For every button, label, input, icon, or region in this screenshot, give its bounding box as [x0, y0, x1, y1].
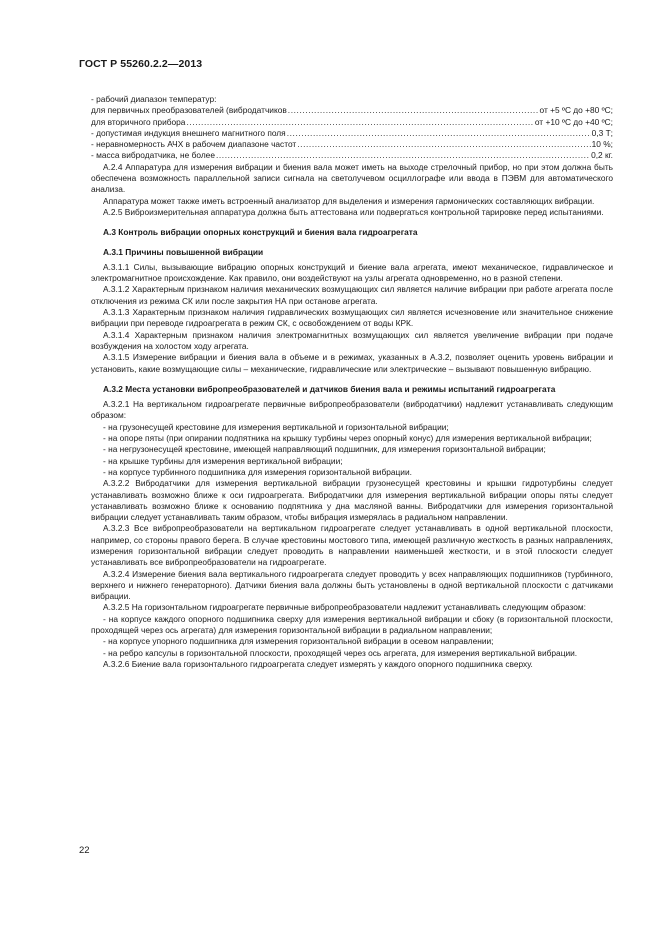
spec-value: от +5 ºС до +80 ºС;	[539, 105, 613, 116]
leader-dots	[216, 150, 590, 161]
paragraph-a24: А.2.4 Аппаратура для измерения вибрации и биения вала может иметь на выходе стрелочный прибор, но при этом должна быть обеспечена возможность параллельной записи сигнала на светолучевом осциллографе или ввода в ПЭВМ для автоматического анализа.	[91, 161, 613, 195]
list-item: - на корпусе турбинного подшипника для измерения горизонтальной вибрации.	[103, 466, 412, 477]
spec-row-secondary-device	[91, 117, 613, 128]
paragraph-a323: А.3.2.3 Все вибропреобразователи на вертикальном гидроагрегате следует устанавливать в одной вертикальной плоскости, например, со стороны правого берега. В случае крестовины мостового типа, имеющей различную жесткость в разных направлениях, измерения горизонтальной вибрации следует проводить в направлении наименьшей жесткости, и в этой плоскости следует устанавливать все вибропреобразователи на гидроагрегате.	[91, 523, 613, 568]
spec-row-frequency-response	[91, 139, 613, 150]
temperature-range-heading: - рабочий диапазон температур:	[91, 94, 217, 104]
document-header: ГОСТ Р 55260.2.2—2013	[79, 58, 203, 70]
section-heading-a3: А.3 Контроль вибрации опорных конструкций и биения вала гидроагрегата	[103, 227, 418, 238]
list-item: - на грузонесущей крестовине для измерения вертикальной и горизонтальной вибрации;	[103, 421, 449, 432]
paragraph-a326: А.3.2.6 Биение вала горизонтального гидроагрегата следует измерять у каждого опорного подшипника сверху.	[103, 658, 533, 669]
spec-row-magnetic-induction	[91, 128, 613, 139]
list-item: - на корпусе упорного подшипника для измерения горизонтальной вибрации в осевом направлении;	[103, 636, 494, 647]
leader-dots	[297, 139, 590, 150]
paragraph-a325: А.3.2.5 На горизонтальном гидроагрегате первичные вибропреобразователи надлежит устанавливать следующим образом:	[103, 602, 586, 613]
paragraph-a324: А.3.2.4 Измерение биения вала вертикального гидроагрегата следует проводить у всех направляющих подшипников (турбинного, верхнего и нижнего генераторного). Датчики биения вала должны быть установлены в одной вертикальной плоскости с датчиками вибрации.	[91, 568, 613, 602]
paragraph-a312: А.3.1.2 Характерным признаком наличия механических возмущающих сил является наличие вибрации при работе агрегата после отключения из режима СК или после закрытия НА при останове агрегата.	[91, 284, 613, 306]
list-item: - на опоре пяты (при опирании подпятника на крышку турбины через опорный конус) для измерения вертикальной вибрации;	[103, 433, 592, 444]
paragraph-a311: А.3.1.1 Силы, вызывающие вибрацию опорных конструкций и биение вала агрегата, имеют механическое, гидравлическое и электромагнитное происхождение. Как правило, они воздействуют на узлы агрегата одновременно, но в разной степени.	[91, 261, 613, 284]
spec-label: - масса вибродатчика, не более	[91, 150, 215, 161]
list-item: - на крышке турбины для измерения вертикальной вибрации;	[103, 455, 343, 466]
paragraph-a313: А.3.1.3 Характерным признаком наличия гидравлических возмущающих сил является исчезновение или значительное снижение вибрации при переводе гидроагрегата в режим СК, с освобождением от воды КРК.	[91, 307, 613, 329]
list-item: - на ребро капсулы в горизонтальной плоскости, проходящей через ось агрегата, для измерения вертикальной вибрации.	[103, 647, 578, 658]
spec-label: - неравномерность АЧХ в рабочем диапазоне частот	[91, 139, 297, 150]
spec-value: 10 %;	[591, 139, 613, 150]
paragraph-a25: А.2.5 Виброизмерительная аппаратура должна быть аттестована или подвергаться контрольной тарировке перед испытаниями.	[103, 206, 604, 217]
spec-row-sensor-mass	[91, 150, 613, 161]
spec-label: для вторичного прибора	[91, 116, 186, 127]
paragraph-a322: А.3.2.2 Вибродатчики для измерения вертикальной вибрации грузонесущей крестовины и крышки гидротурбины следует устанавливать возможно ближе к оси гидроагрегата. Вибродатчики для измерения вертикальной вибрации опоры пяты следует устанавливать возможно ближе к основанию подпятника у дна масляной ванны. Вибродатчики для измерения горизонтальной вибрации следует устанавливать таким образом, чтобы вибрация измерялась в радиальном направлении.	[91, 478, 613, 523]
paragraph-a315: А.3.1.5 Измерение вибрации и биения вала в объеме и в режимах, указанных в А.3.2, позволяет оценить уровень вибрации и установить, какие возмущающие силы – механические, гидравлические или электрические – вызывают повышенную вибрацию.	[91, 352, 613, 374]
list-item: - на негрузонесущей крестовине, имеющей направляющий подшипник, для измерения горизонтальной вибрации;	[103, 444, 546, 455]
paragraph-a321: А.3.2.1 На вертикальном гидроагрегате первичные вибропреобразователи (вибродатчики) надлежит устанавливать следующим образом:	[91, 399, 613, 421]
spec-value: 0,3 Т;	[591, 127, 613, 138]
leader-dots	[186, 117, 533, 128]
paragraph-a24-analyzer: Аппаратура может также иметь встроенный анализатор для выделения и измерения гармонических составляющих вибрации.	[103, 195, 595, 206]
leader-dots	[287, 128, 591, 139]
list-item: - на корпусе каждого опорного подшипника сверху для измерения вертикальной вибрации и сбоку (в горизонтальной плоскости, проходящей через ось агрегата) для измерения горизонтальной вибрации в радиальном направлении;	[91, 613, 613, 636]
spec-value: 0,2 кг.	[591, 150, 613, 161]
spec-row-primary-sensors	[91, 105, 613, 116]
spec-label: - допустимая индукция внешнего магнитного поля	[91, 127, 286, 138]
subsection-heading-a32: А.3.2 Места установки вибропреобразователей и датчиков биения вала и режимы испытаний гидроагрегата	[103, 383, 556, 394]
page-number: 22	[79, 845, 90, 856]
leader-dots	[288, 105, 539, 116]
subsection-heading-a31: А.3.1 Причины повышенной вибрации	[103, 246, 264, 257]
document-body	[91, 94, 613, 670]
spec-label: для первичных преобразователей (вибродатчиков	[91, 105, 287, 116]
paragraph-a314: А.3.1.4 Характерным признаком наличия электромагнитных возмущающих сил является увеличение вибрации при подаче возбуждения на холостом ходу агрегата.	[91, 329, 613, 351]
spec-value: от +10 ºС до +40 ºС;	[534, 116, 613, 127]
